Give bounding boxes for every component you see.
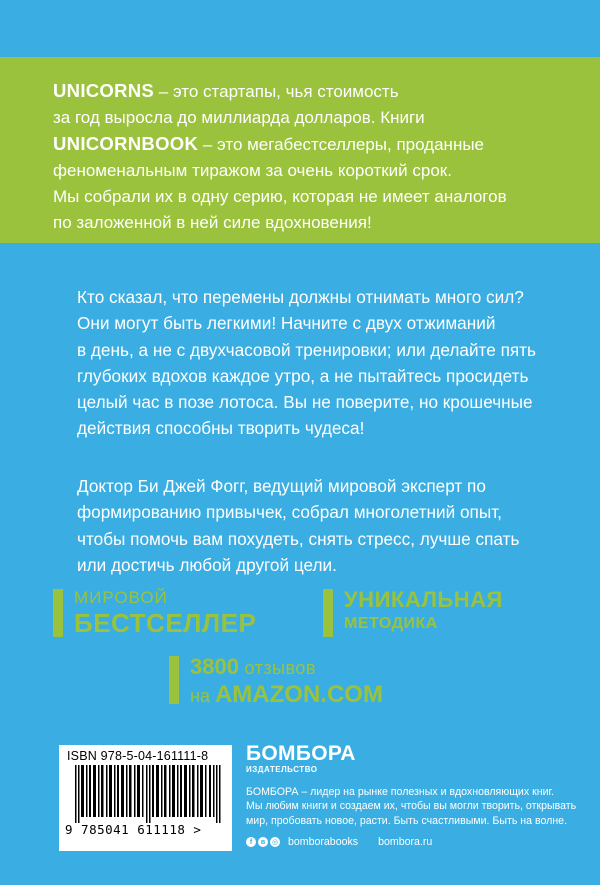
badge-bar: [323, 589, 333, 637]
description-paragraph-1: Кто сказал, что перемены должны отнимать много сил? Они могут быть легкими! Начните с двух отжиманий в день, а не с двухчасовой тренировки; или делайте пять глубоких вдохов каждое утро, а не пытайтесь просидеть целый час в позе лотоса. Вы не поверите, но крошечные действия способны творить чудеса!: [77, 287, 537, 439]
publisher-footer: [246, 836, 432, 848]
barcode-icon: [75, 765, 225, 823]
description-paragraph-2: Доктор Би Джей Фогг, ведущий мировой эксперт по формированию привычек, собрал многолетний опыт, чтобы помочь вам похудеть, снять стресс, лучше спать или достичь любой другой цели.: [77, 476, 520, 575]
vk-icon[interactable]: в: [258, 837, 268, 847]
isbn-label: ISBN 978-5-04-161111-8: [67, 749, 209, 763]
badge-bar: [169, 656, 179, 704]
isbn-barcode: [59, 745, 232, 851]
social-icons: [246, 837, 280, 847]
brand-unicornbook: UNICORNBOOK: [53, 133, 199, 154]
publisher-description: БОМБОРА – лидер на рынке полезных и вдохновляющих книг. Мы любим книги и создаем их, чтобы вы могли творить, открывать мир, пробовать новое, расти. Быть счастливыми. Быть на волне.: [246, 786, 577, 827]
instagram-icon[interactable]: ◎: [271, 839, 279, 846]
facebook-icon[interactable]: f: [246, 837, 256, 847]
publisher-site[interactable]: bombora.ru: [378, 836, 433, 848]
badge-bar: [53, 589, 63, 637]
social-handle[interactable]: bomborabooks: [288, 836, 359, 848]
publisher-logo: БОМБОРА ИЗДАТЕЛЬСТВО: [246, 742, 356, 774]
barcode-digits: 9 785041 611118 >: [65, 822, 202, 837]
intro-text: UNICORNS – это стартапы, чья стоимость за год выросла до миллиарда долларов. Книги UNICORNBOOK – это мегабестселлеры, проданные феноменальным тиражом за очень короткий срок. Мы собрали их в одну серию, которая не имеет аналогов по заложенной в ней силе вдохновения!: [53, 80, 507, 232]
brand-unicorns: UNICORNS: [53, 80, 155, 101]
